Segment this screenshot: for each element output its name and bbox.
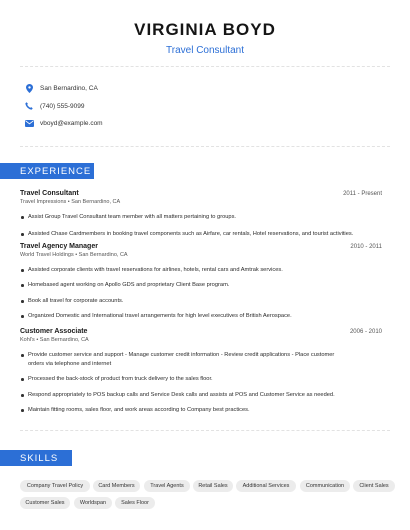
list-item: Maintain fitting rooms, sales floor, and work areas according to Company best practices.: [28, 406, 382, 415]
job-dates: 2006 - 2010: [349, 329, 382, 335]
skill-chip: Card Members: [93, 480, 140, 492]
skill-chip: Client Sales: [353, 480, 395, 492]
list-item: Assisted corporate clients with travel reservations for airlines, hotels, rental cars and Amtrak services.: [28, 266, 382, 275]
experience-heading-text: EXPERIENCE: [20, 165, 92, 177]
list-item: Book all travel for corporate accounts.: [28, 297, 382, 306]
header-divider: [20, 66, 390, 67]
skill-chip: Company Travel Policy: [20, 480, 90, 492]
skills-heading: [0, 450, 72, 466]
resume-header: [0, 0, 410, 57]
candidate-name: VIRGINIA BOYD: [134, 20, 276, 39]
location-text: San Bernardino, CA: [40, 85, 98, 92]
list-item: Organized Domestic and International travel arrangements for high level executives of British Aerospace.: [28, 312, 382, 321]
skill-chip: Communication: [300, 480, 350, 492]
skill-chip: Worldspan: [74, 497, 112, 509]
candidate-title: Travel Consultant: [166, 45, 244, 56]
list-item: Respond appropriately to POS backup calls and Service Desk calls and assists at POS and Customer Service as needed.: [28, 391, 382, 400]
mail-icon: [20, 120, 38, 127]
list-item: Provide customer service and support - Manage customer credit information - Review credit applications - Place customer orders via telephone and internet: [28, 351, 342, 368]
skill-chip: Retail Sales: [193, 480, 233, 492]
experience-divider: [20, 430, 390, 431]
list-item: Assisted Chase Cardmembers in booking travel components such as Airfare, car rentals, Hotel reservations, and tourist activities.: [28, 230, 382, 239]
list-item: Processed the back-stock of product from truck delivery to the sales floor.: [28, 375, 382, 384]
contact-location: [20, 84, 98, 93]
job-dates: 2010 - 2011: [350, 244, 382, 250]
contact-phone: [20, 102, 84, 110]
list-item: Assist Group Travel Consultant team member with all matters pertaining to groups.: [28, 213, 382, 222]
map-pin-icon: [20, 84, 38, 93]
skills-heading-text: SKILLS: [20, 452, 59, 464]
job-entry: [20, 190, 382, 237]
job-company: World Travel Holdings • San Bernardino, CA: [20, 252, 128, 258]
skill-chip: Additional Services: [236, 480, 296, 492]
skill-chip: Sales Floor: [115, 497, 155, 509]
job-title: Travel Agency Manager: [20, 243, 98, 250]
contact-divider: [20, 146, 390, 147]
experience-heading: [0, 163, 94, 179]
email-text: vboyd@example.com: [40, 120, 103, 127]
job-company: Travel Impressions • San Bernardino, CA: [20, 199, 121, 205]
phone-icon: [20, 102, 38, 110]
contact-email: [20, 120, 103, 127]
job-entry: [20, 243, 382, 319]
job-dates: 2011 - Present: [343, 191, 382, 197]
list-item: Homebased agent working on Apollo GDS and proprietary Client Base program.: [28, 281, 382, 290]
skill-chip: Travel Agents: [144, 480, 190, 492]
job-entry: [20, 328, 382, 413]
skill-chip: Customer Sales: [20, 497, 70, 509]
job-company: Kohl's • San Bernardino, CA: [20, 337, 89, 343]
phone-text: (740) 555-9099: [40, 102, 85, 110]
job-title: Travel Consultant: [20, 190, 79, 197]
job-title: Customer Associate: [20, 328, 88, 335]
